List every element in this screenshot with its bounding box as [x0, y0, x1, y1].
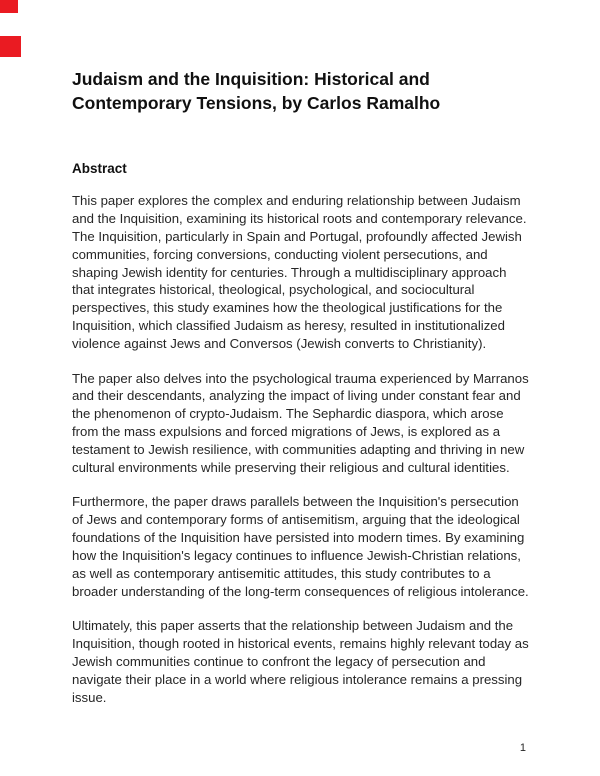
abstract-heading: Abstract	[72, 161, 127, 177]
abstract-paragraph-1: This paper explores the complex and enduring relationship between Judaism and the Inquisition, examining its historical roots and contemporary relevance. The Inquisition, particularly in Spain and Portugal, profoundly affected Jewish communities, forcing conversions, conducting violent persecutions, and shaping Jewish identity for centuries. Through a multidisciplinary approach that integrates historical, theological, psychological, and sociocultural perspectives, this study examines how the theological justifications for the Inquisition, which classified Judaism as heresy, resulted in institutionalized violence against Jews and Conversos (Jewish converts to Christianity).	[72, 193, 527, 351]
abstract-paragraph-3: Furthermore, the paper draws parallels between the Inquisition's persecution of Jews and contemporary forms of antisemitism, arguing that the ideological foundations of the Inquisition have persisted into modern times. By examining how the Inquisition's legacy continues to influence Jewish-Christian relations, as well as contemporary antisemitic attitudes, this study contributes to a broader understanding of the long-term consequences of religious intolerance.	[72, 494, 529, 599]
abstract-paragraph-2: The paper also delves into the psychological trauma experienced by Marranos and their descendants, analyzing the impact of living under constant fear and the phenomenon of crypto-Judaism. The Sephardic diaspora, which arose from the mass expulsions and forced migrations of Jews, is explored as a testament to Jewish resilience, with communities adapting and thriving in new cultural environments while preserving their religious and cultural identities.	[72, 370, 529, 475]
paper-title: Judaism and the Inquisition: Historical and Contemporary Tensions, by Carlos Ramalho	[72, 69, 441, 113]
corner-marker-lower-icon	[0, 36, 21, 57]
abstract-paragraph-4: Ultimately, this paper asserts that the relationship between Judaism and the Inquisition, though rooted in historical events, remains highly relevant today as Jewish communities continue to confront the legacy of persecution and navigate their place in a world where religious intolerance remains a pressing issue.	[72, 618, 529, 705]
page-number: 1	[519, 742, 526, 754]
corner-marker-top-icon	[0, 0, 18, 13]
page-content	[72, 68, 532, 723]
